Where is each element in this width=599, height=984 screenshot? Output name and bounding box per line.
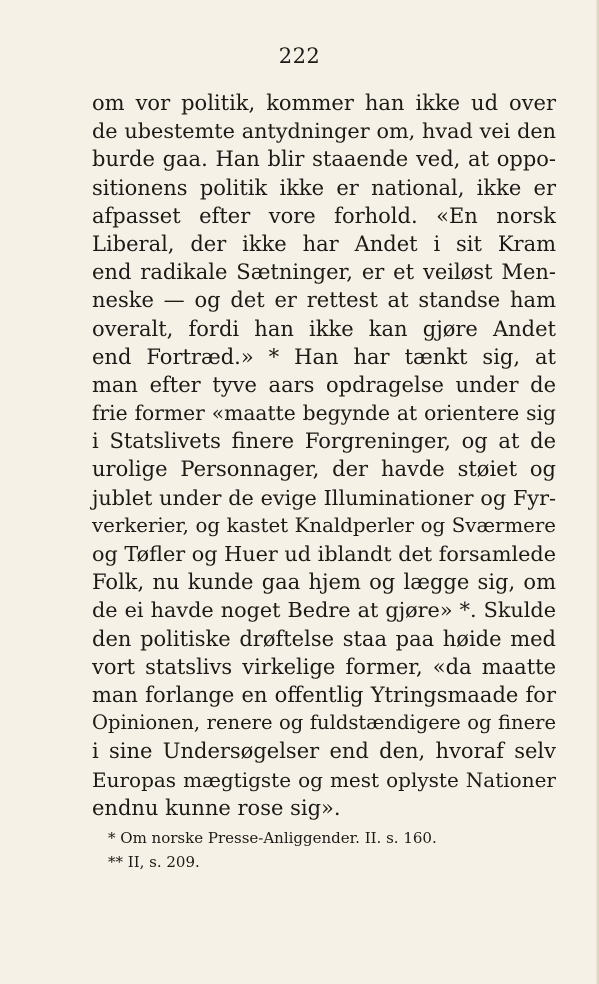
text-line: afpasset efter vore forhold. «En norsk (92, 203, 556, 228)
text-line: frie former «maatte begynde at orientere sig (92, 401, 556, 426)
text-line: i Statslivets finere Forgreninger, og at de (92, 429, 556, 454)
text-line: man forlange en offentlig Ytringsmaade for (92, 682, 556, 707)
text-line: neske — og det er rettest at standse ham (92, 288, 556, 313)
text-line: sitionens politik ikke er national, ikke er (92, 175, 556, 200)
text-line: man efter tyve aars opdragelse under de (92, 372, 556, 397)
text-line: Europas mægtigste og mest oplyste Nationer (92, 767, 556, 792)
text-line: endnu kunne rose sig». (92, 795, 341, 820)
text-line: urolige Personnager, der havde støiet og (92, 457, 556, 482)
footnotes (108, 826, 548, 874)
text-line: i sine Undersøgelser end den, hvoraf selv (92, 739, 556, 764)
text-line: den politiske drøftelse staa paa høide med (92, 626, 556, 651)
text-line: Folk, nu kunde gaa hjem og lægge sig, om (92, 570, 556, 595)
text-line: end radikale Sætninger, er et veiløst Men- (92, 260, 556, 285)
text-line: Liberal, der ikke har Andet i sit Kram (92, 231, 556, 256)
text-line: jublet under de evige Illuminationer og Fyr- (92, 485, 556, 510)
text-line: end Fortræd.» * Han har tænkt sig, at (92, 344, 556, 369)
text-line: burde gaa. Han blir staaende ved, at oppo- (92, 147, 556, 172)
text-line: Opinionen, renere og fuldstændigere og finere (92, 711, 556, 735)
page-number: 222 (278, 44, 321, 68)
text-line: verkerier, og kastet Knaldperler og Sværmere (92, 513, 556, 537)
footnote: * Om norske Presse-Anliggender. II. s. 160. (108, 829, 437, 847)
text-line: overalt, fordi han ikke kan gjøre Andet (92, 316, 556, 341)
text-line: om vor politik, kommer han ikke ud over (92, 91, 556, 115)
text-line: de ubestemte antydninger om, hvad vei den (92, 119, 556, 144)
footnote: ** II, s. 209. (108, 853, 200, 871)
text-line: og Tøfler og Huer ud iblandt det forsamlede (92, 542, 556, 566)
text-line: de ei havde noget Bedre at gjøre» *. Skulde (92, 598, 556, 623)
body-text (92, 89, 556, 822)
text-line: vort statslivs virkelige former, «da maatte (92, 654, 556, 679)
